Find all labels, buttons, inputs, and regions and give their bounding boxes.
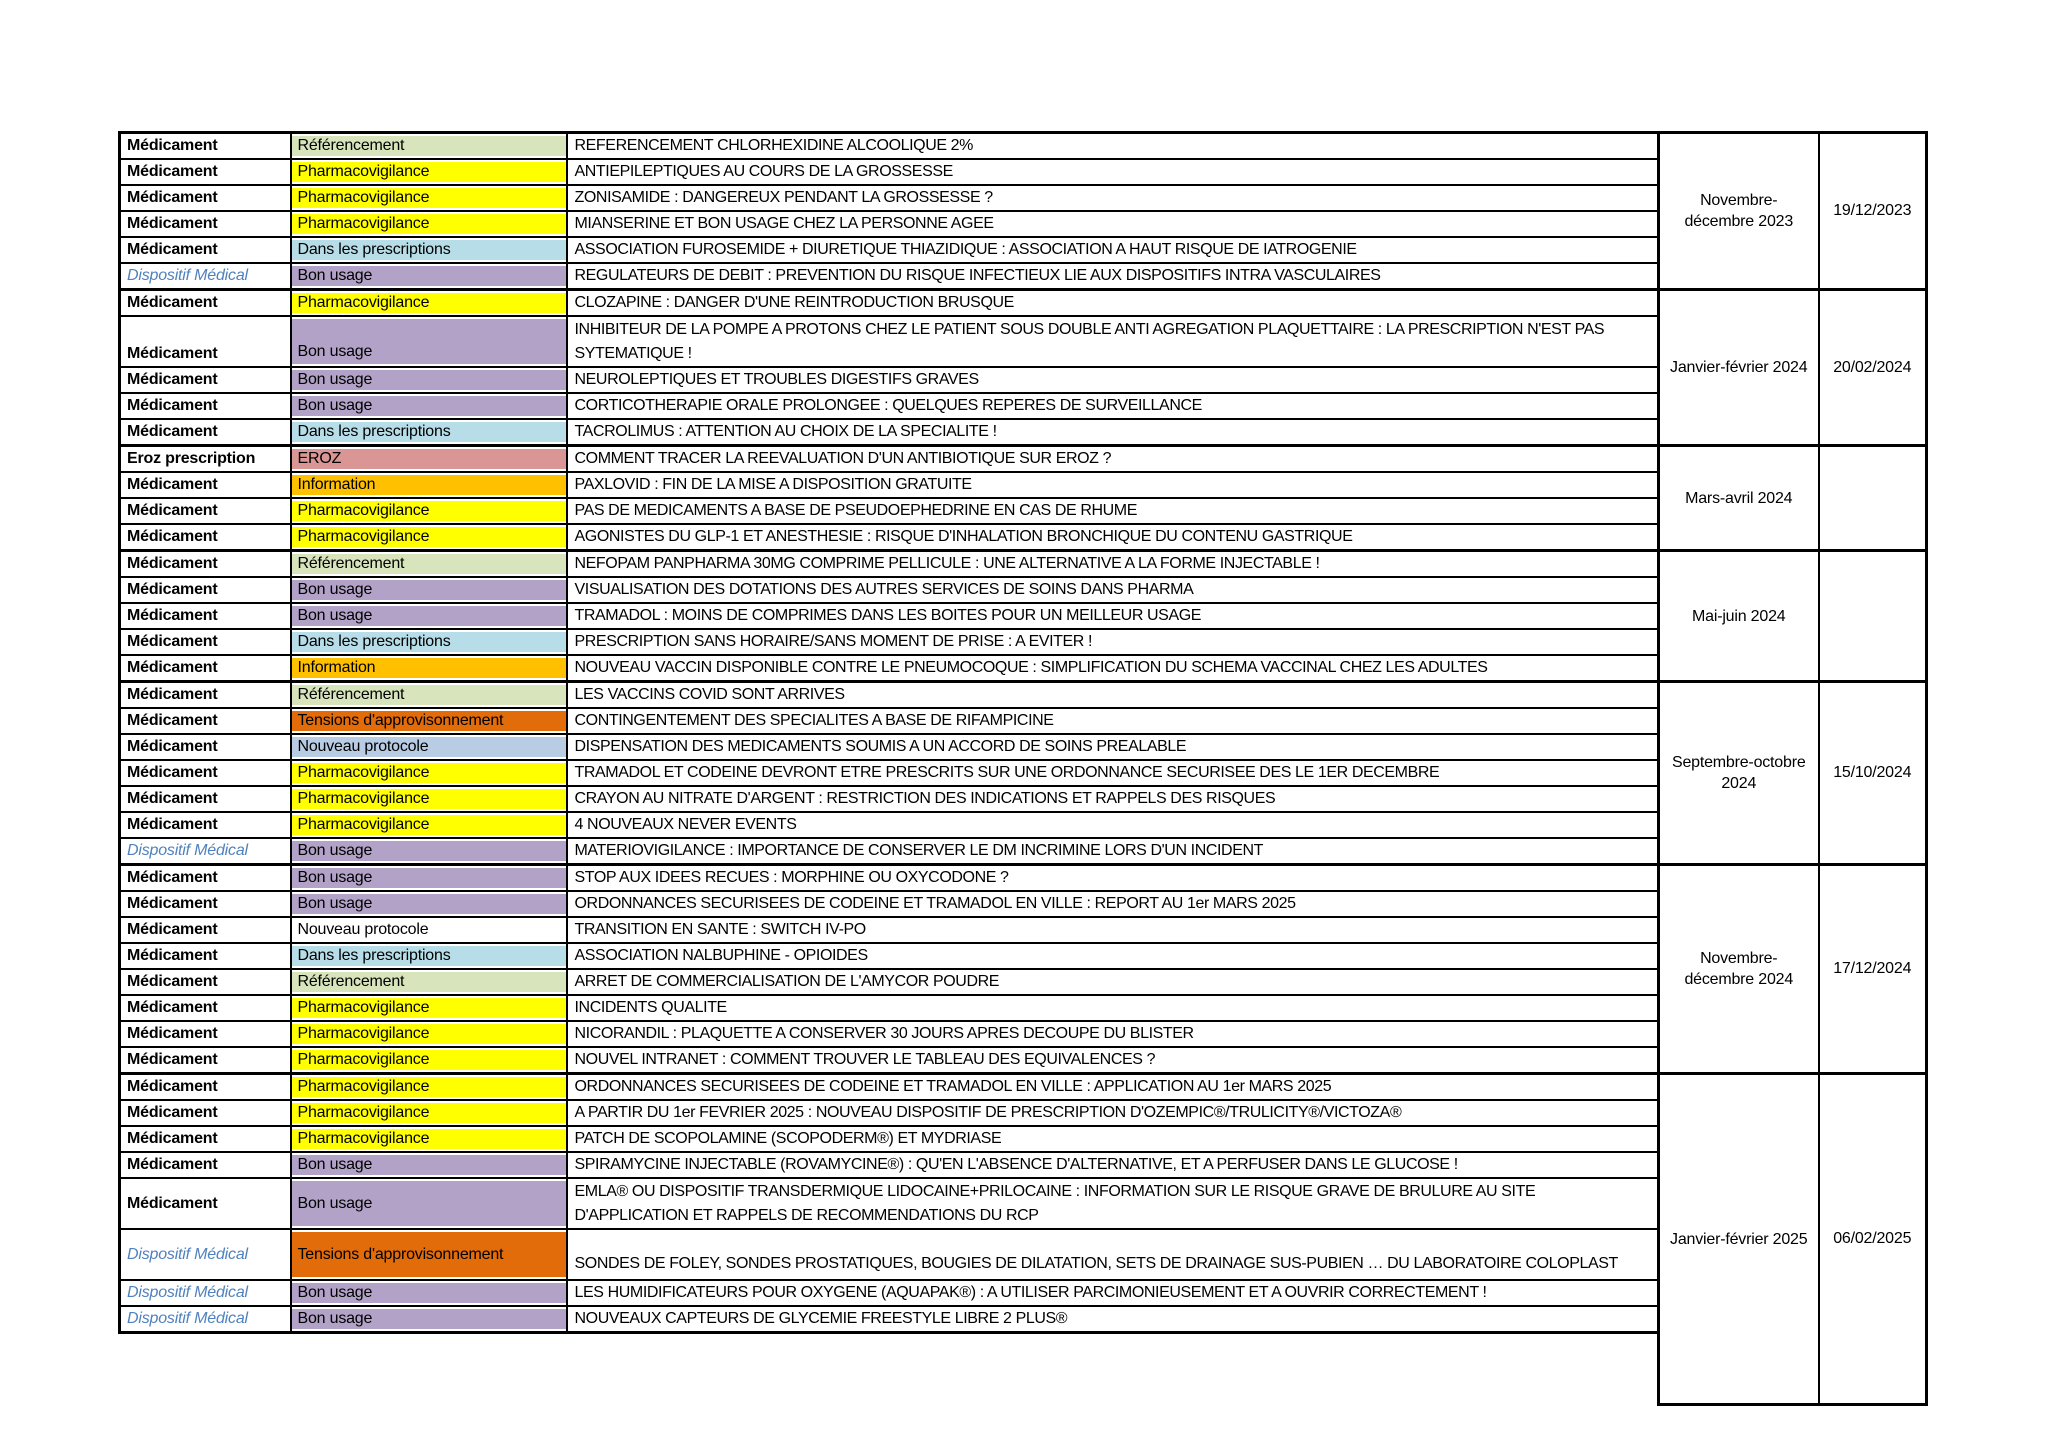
- title-cell: CORTICOTHERAPIE ORALE PROLONGEE : QUELQUES REPERES DE SURVEILLANCE: [567, 393, 1659, 419]
- type-cell: Médicament: [120, 1126, 291, 1152]
- period-cell: Mai-juin 2024: [1659, 551, 1819, 682]
- table-row: [120, 1021, 1927, 1047]
- category-fill: Nouveau protocole: [292, 920, 566, 940]
- category-cell: [291, 969, 567, 995]
- title-cell: STOP AUX IDEES RECUES : MORPHINE OU OXYCODONE ?: [567, 865, 1659, 892]
- category-cell: [291, 760, 567, 786]
- type-cell: Médicament: [120, 237, 291, 263]
- title-cell: SPIRAMYCINE INJECTABLE (ROVAMYCINE®) : QU'EN L'ABSENCE D'ALTERNATIVE, ET A PERFUSER DANS LE GLUCOSE !: [567, 1152, 1659, 1178]
- type-cell: Dispositif Médical: [120, 1229, 291, 1280]
- category-fill: Information: [292, 475, 566, 495]
- category-fill: Pharmacovigilance: [292, 1129, 566, 1149]
- title-cell: NOUVEAU VACCIN DISPONIBLE CONTRE LE PNEUMOCOQUE : SIMPLIFICATION DU SCHEMA VACCINAL CHEZ LES ADULTES: [567, 655, 1659, 682]
- category-fill: Tensions d'approvisonnement: [292, 1232, 566, 1277]
- category-cell: [291, 838, 567, 865]
- title-cell: ZONISAMIDE : DANGEREUX PENDANT LA GROSSESSE ?: [567, 185, 1659, 211]
- category-fill: Information: [292, 658, 566, 678]
- table-row: [120, 917, 1927, 943]
- phantom-cell: [567, 1333, 1659, 1405]
- title-cell: TRANSITION EN SANTE : SWITCH IV-PO: [567, 917, 1659, 943]
- category-cell: [291, 393, 567, 419]
- category-cell: [291, 524, 567, 551]
- bulletin-table-body: [120, 133, 1927, 1405]
- table-row: [120, 1229, 1927, 1280]
- category-cell: [291, 263, 567, 290]
- table-row: [120, 682, 1927, 709]
- category-fill: Pharmacovigilance: [292, 1050, 566, 1070]
- type-cell: Médicament: [120, 891, 291, 917]
- category-fill: Tensions d'approvisonnement: [292, 711, 566, 731]
- table-row: [120, 969, 1927, 995]
- title-cell: TRAMADOL : MOINS DE COMPRIMES DANS LES BOITES POUR UN MEILLEUR USAGE: [567, 603, 1659, 629]
- title-cell: COMMENT TRACER LA REEVALUATION D'UN ANTIBIOTIQUE SUR EROZ ?: [567, 446, 1659, 473]
- type-cell: Médicament: [120, 367, 291, 393]
- title-cell: PRESCRIPTION SANS HORAIRE/SANS MOMENT DE PRISE : A EVITER !: [567, 629, 1659, 655]
- table-row: [120, 603, 1927, 629]
- type-cell: Médicament: [120, 1074, 291, 1101]
- type-cell: Médicament: [120, 969, 291, 995]
- category-cell: [291, 1021, 567, 1047]
- category-fill: Bon usage: [292, 580, 566, 600]
- type-cell: Médicament: [120, 1100, 291, 1126]
- category-fill: Bon usage: [292, 1309, 566, 1329]
- category-fill: Dans les prescriptions: [292, 632, 566, 652]
- category-cell: [291, 446, 567, 473]
- title-cell: 4 NOUVEAUX NEVER EVENTS: [567, 812, 1659, 838]
- table-row: [120, 734, 1927, 760]
- category-fill: Pharmacovigilance: [292, 293, 566, 313]
- right-column-extension-row: [120, 1333, 1927, 1405]
- type-cell: Médicament: [120, 629, 291, 655]
- table-row: [120, 1152, 1927, 1178]
- type-cell: Médicament: [120, 1152, 291, 1178]
- title-cell: REFERENCEMENT CHLORHEXIDINE ALCOOLIQUE 2%: [567, 133, 1659, 160]
- table-row: [120, 943, 1927, 969]
- type-cell: Médicament: [120, 1178, 291, 1229]
- table-row: [120, 786, 1927, 812]
- table-row: [120, 1306, 1927, 1333]
- table-row: [120, 367, 1927, 393]
- date-cell: [1819, 446, 1927, 551]
- category-fill: Nouveau protocole: [292, 737, 566, 757]
- title-cell: NEFOPAM PANPHARMA 30MG COMPRIME PELLICULE : UNE ALTERNATIVE A LA FORME INJECTABLE !: [567, 551, 1659, 578]
- title-cell: PATCH DE SCOPOLAMINE (SCOPODERM®) ET MYDRIASE: [567, 1126, 1659, 1152]
- table-row: [120, 995, 1927, 1021]
- category-cell: [291, 812, 567, 838]
- date-cell: 17/12/2024: [1819, 865, 1927, 1074]
- title-cell: NEUROLEPTIQUES ET TROUBLES DIGESTIFS GRAVES: [567, 367, 1659, 393]
- category-cell: [291, 577, 567, 603]
- bulletin-sheet: [118, 131, 1928, 1406]
- category-cell: [291, 551, 567, 578]
- table-row: [120, 1178, 1927, 1229]
- category-cell: [291, 316, 567, 367]
- title-cell: REGULATEURS DE DEBIT : PREVENTION DU RISQUE INFECTIEUX LIE AUX DISPOSITIFS INTRA VASCULAIRES: [567, 263, 1659, 290]
- table-row: [120, 577, 1927, 603]
- date-cell: 15/10/2024: [1819, 682, 1927, 865]
- period-cell: Septembre-octobre 2024: [1659, 682, 1819, 865]
- category-cell: [291, 237, 567, 263]
- title-cell: SONDES DE FOLEY, SONDES PROSTATIQUES, BOUGIES DE DILATATION, SETS DE DRAINAGE SUS-PUBIEN … DU LABORATOIRE COLOPLAST: [567, 1229, 1659, 1280]
- type-cell: Médicament: [120, 316, 291, 367]
- category-fill: Bon usage: [292, 841, 566, 861]
- table-row: [120, 1074, 1927, 1101]
- type-cell: Médicament: [120, 682, 291, 709]
- type-cell: Médicament: [120, 786, 291, 812]
- category-cell: [291, 865, 567, 892]
- category-cell: [291, 498, 567, 524]
- category-cell: [291, 290, 567, 317]
- title-cell: LES VACCINS COVID SONT ARRIVES: [567, 682, 1659, 709]
- type-cell: Dispositif Médical: [120, 263, 291, 290]
- category-cell: [291, 159, 567, 185]
- title-cell: ASSOCIATION FUROSEMIDE + DIURETIQUE THIAZIDIQUE : ASSOCIATION A HAUT RISQUE DE IATROGENIE: [567, 237, 1659, 263]
- type-cell: Médicament: [120, 211, 291, 237]
- type-cell: Médicament: [120, 524, 291, 551]
- title-cell: NICORANDIL : PLAQUETTE A CONSERVER 30 JOURS APRES DECOUPE DU BLISTER: [567, 1021, 1659, 1047]
- title-cell: ASSOCIATION NALBUPHINE - OPIOIDES: [567, 943, 1659, 969]
- category-fill: Pharmacovigilance: [292, 815, 566, 835]
- type-cell: Médicament: [120, 812, 291, 838]
- title-cell: NOUVEL INTRANET : COMMENT TROUVER LE TABLEAU DES EQUIVALENCES ?: [567, 1047, 1659, 1074]
- table-row: [120, 760, 1927, 786]
- type-cell: Médicament: [120, 393, 291, 419]
- category-fill: Bon usage: [292, 266, 566, 286]
- table-row: [120, 551, 1927, 578]
- category-fill: Pharmacovigilance: [292, 1103, 566, 1123]
- type-cell: Médicament: [120, 943, 291, 969]
- type-cell: Médicament: [120, 498, 291, 524]
- title-cell: CLOZAPINE : DANGER D'UNE REINTRODUCTION BRUSQUE: [567, 290, 1659, 317]
- category-cell: [291, 1306, 567, 1333]
- table-row: [120, 1047, 1927, 1074]
- category-fill: Bon usage: [292, 1283, 566, 1303]
- title-cell: ANTIEPILEPTIQUES AU COURS DE LA GROSSESSE: [567, 159, 1659, 185]
- category-cell: [291, 995, 567, 1021]
- category-fill: Pharmacovigilance: [292, 501, 566, 521]
- period-cell: Novembre-décembre 2024: [1659, 865, 1819, 1074]
- category-fill: Pharmacovigilance: [292, 188, 566, 208]
- category-fill: Bon usage: [292, 606, 566, 626]
- date-cell: 06/02/2025: [1819, 1074, 1927, 1405]
- table-row: [120, 133, 1927, 160]
- title-cell: ORDONNANCES SECURISEES DE CODEINE ET TRAMADOL EN VILLE : REPORT AU 1er MARS 2025: [567, 891, 1659, 917]
- title-cell: TRAMADOL ET CODEINE DEVRONT ETRE PRESCRITS SUR UNE ORDONNANCE SECURISEE DES LE 1ER DECEMBRE: [567, 760, 1659, 786]
- title-cell: NOUVEAUX CAPTEURS DE GLYCEMIE FREESTYLE LIBRE 2 PLUS®: [567, 1306, 1659, 1333]
- category-cell: [291, 917, 567, 943]
- table-row: [120, 472, 1927, 498]
- title-cell: ARRET DE COMMERCIALISATION DE L'AMYCOR POUDRE: [567, 969, 1659, 995]
- category-fill: Pharmacovigilance: [292, 789, 566, 809]
- table-row: [120, 1100, 1927, 1126]
- type-cell: Médicament: [120, 551, 291, 578]
- type-cell: Médicament: [120, 133, 291, 160]
- category-fill: Pharmacovigilance: [292, 162, 566, 182]
- table-row: [120, 865, 1927, 892]
- title-cell: LES HUMIDIFICATEURS POUR OXYGENE (AQUAPAK®) : A UTILISER PARCIMONIEUSEMENT ET A OUVRIR CORRECTEMENT !: [567, 1280, 1659, 1306]
- category-fill: Référencement: [292, 685, 566, 705]
- category-cell: [291, 133, 567, 160]
- type-cell: Médicament: [120, 865, 291, 892]
- category-cell: [291, 1047, 567, 1074]
- table-row: [120, 419, 1927, 446]
- title-cell: INHIBITEUR DE LA POMPE A PROTONS CHEZ LE PATIENT SOUS DOUBLE ANTI AGREGATION PLAQUETTAIRE : LA PRESCRIPTION N'EST PAS SYTEMATIQUE !: [567, 316, 1659, 367]
- period-cell: Janvier-février 2024: [1659, 290, 1819, 446]
- table-row: [120, 524, 1927, 551]
- category-fill: Dans les prescriptions: [292, 240, 566, 260]
- table-row: [120, 159, 1927, 185]
- category-cell: [291, 708, 567, 734]
- title-cell: TACROLIMUS : ATTENTION AU CHOIX DE LA SPECIALITE !: [567, 419, 1659, 446]
- table-row: [120, 316, 1927, 367]
- category-fill: Référencement: [292, 136, 566, 156]
- title-cell: PAXLOVID : FIN DE LA MISE A DISPOSITION GRATUITE: [567, 472, 1659, 498]
- type-cell: Médicament: [120, 290, 291, 317]
- table-row: [120, 446, 1927, 473]
- category-fill: Bon usage: [292, 396, 566, 416]
- date-cell: 19/12/2023: [1819, 133, 1927, 290]
- table-row: [120, 1126, 1927, 1152]
- category-fill: Pharmacovigilance: [292, 214, 566, 234]
- type-cell: Médicament: [120, 655, 291, 682]
- table-row: [120, 1280, 1927, 1306]
- category-fill: Pharmacovigilance: [292, 1024, 566, 1044]
- category-fill: Référencement: [292, 972, 566, 992]
- title-cell: PAS DE MEDICAMENTS A BASE DE PSEUDOEPHEDRINE EN CAS DE RHUME: [567, 498, 1659, 524]
- table-row: [120, 211, 1927, 237]
- table-row: [120, 290, 1927, 317]
- table-row: [120, 655, 1927, 682]
- type-cell: Médicament: [120, 185, 291, 211]
- category-fill: Dans les prescriptions: [292, 422, 566, 442]
- category-cell: [291, 1100, 567, 1126]
- phantom-cell: [120, 1333, 291, 1405]
- title-cell: INCIDENTS QUALITE: [567, 995, 1659, 1021]
- table-row: [120, 498, 1927, 524]
- category-fill: Dans les prescriptions: [292, 946, 566, 966]
- date-cell: [1819, 551, 1927, 682]
- title-cell: CRAYON AU NITRATE D'ARGENT : RESTRICTION DES INDICATIONS ET RAPPELS DES RISQUES: [567, 786, 1659, 812]
- title-cell: MATERIOVIGILANCE : IMPORTANCE DE CONSERVER LE DM INCRIMINE LORS D'UN INCIDENT: [567, 838, 1659, 865]
- category-fill: Référencement: [292, 554, 566, 574]
- category-cell: [291, 185, 567, 211]
- category-fill: Pharmacovigilance: [292, 998, 566, 1018]
- type-cell: Dispositif Médical: [120, 1280, 291, 1306]
- type-cell: Médicament: [120, 1047, 291, 1074]
- category-cell: [291, 1074, 567, 1101]
- type-cell: Dispositif Médical: [120, 838, 291, 865]
- type-cell: Médicament: [120, 472, 291, 498]
- title-cell: EMLA® OU DISPOSITIF TRANSDERMIQUE LIDOCAINE+PRILOCAINE : INFORMATION SUR LE RISQUE GRAVE DE BRULURE AU SITE D'APPLICATION ET RAPPELS DE RECOMMENDATIONS DU RCP: [567, 1178, 1659, 1229]
- table-row: [120, 393, 1927, 419]
- date-cell: 20/02/2024: [1819, 290, 1927, 446]
- bulletin-table: [118, 131, 1928, 1406]
- category-cell: [291, 655, 567, 682]
- category-cell: [291, 891, 567, 917]
- title-cell: A PARTIR DU 1er FEVRIER 2025 : NOUVEAU DISPOSITIF DE PRESCRIPTION D'OZEMPIC®/TRULICITY®/VICTOZA®: [567, 1100, 1659, 1126]
- type-cell: Dispositif Médical: [120, 1306, 291, 1333]
- category-cell: [291, 419, 567, 446]
- period-cell: Mars-avril 2024: [1659, 446, 1819, 551]
- table-row: [120, 708, 1927, 734]
- type-cell: Médicament: [120, 577, 291, 603]
- title-cell: ORDONNANCES SECURISEES DE CODEINE ET TRAMADOL EN VILLE : APPLICATION AU 1er MARS 2025: [567, 1074, 1659, 1101]
- type-cell: Médicament: [120, 1021, 291, 1047]
- phantom-cell: [291, 1333, 567, 1405]
- period-cell: Novembre-décembre 2023: [1659, 133, 1819, 290]
- category-fill: Bon usage: [292, 1155, 566, 1175]
- category-cell: [291, 682, 567, 709]
- table-row: [120, 838, 1927, 865]
- category-cell: [291, 1280, 567, 1306]
- type-cell: Eroz prescription: [120, 446, 291, 473]
- category-fill: EROZ: [292, 449, 566, 469]
- category-cell: [291, 1229, 567, 1280]
- category-cell: [291, 211, 567, 237]
- title-cell: CONTINGENTEMENT DES SPECIALITES A BASE DE RIFAMPICINE: [567, 708, 1659, 734]
- category-fill: Pharmacovigilance: [292, 527, 566, 547]
- title-cell: DISPENSATION DES MEDICAMENTS SOUMIS A UN ACCORD DE SOINS PREALABLE: [567, 734, 1659, 760]
- type-cell: Médicament: [120, 995, 291, 1021]
- type-cell: Médicament: [120, 419, 291, 446]
- table-row: [120, 812, 1927, 838]
- title-cell: MIANSERINE ET BON USAGE CHEZ LA PERSONNE AGEE: [567, 211, 1659, 237]
- category-cell: [291, 472, 567, 498]
- category-cell: [291, 786, 567, 812]
- category-cell: [291, 734, 567, 760]
- category-fill: Bon usage: [292, 894, 566, 914]
- category-fill: Bon usage: [292, 1181, 566, 1226]
- category-cell: [291, 367, 567, 393]
- category-fill: Bon usage: [292, 370, 566, 390]
- type-cell: Médicament: [120, 159, 291, 185]
- period-cell: Janvier-février 2025: [1659, 1074, 1819, 1405]
- table-row: [120, 629, 1927, 655]
- table-row: [120, 891, 1927, 917]
- category-fill: Bon usage: [292, 868, 566, 888]
- category-fill: Bon usage: [292, 319, 566, 364]
- title-cell: AGONISTES DU GLP-1 ET ANESTHESIE : RISQUE D'INHALATION BRONCHIQUE DU CONTENU GASTRIQUE: [567, 524, 1659, 551]
- category-fill: Pharmacovigilance: [292, 1077, 566, 1097]
- category-cell: [291, 943, 567, 969]
- table-row: [120, 237, 1927, 263]
- type-cell: Médicament: [120, 603, 291, 629]
- category-cell: [291, 1126, 567, 1152]
- type-cell: Médicament: [120, 917, 291, 943]
- type-cell: Médicament: [120, 760, 291, 786]
- table-row: [120, 185, 1927, 211]
- type-cell: Médicament: [120, 734, 291, 760]
- category-cell: [291, 1178, 567, 1229]
- category-cell: [291, 603, 567, 629]
- title-cell: VISUALISATION DES DOTATIONS DES AUTRES SERVICES DE SOINS DANS PHARMA: [567, 577, 1659, 603]
- table-row: [120, 263, 1927, 290]
- category-cell: [291, 629, 567, 655]
- type-cell: Médicament: [120, 708, 291, 734]
- category-fill: Pharmacovigilance: [292, 763, 566, 783]
- category-cell: [291, 1152, 567, 1178]
